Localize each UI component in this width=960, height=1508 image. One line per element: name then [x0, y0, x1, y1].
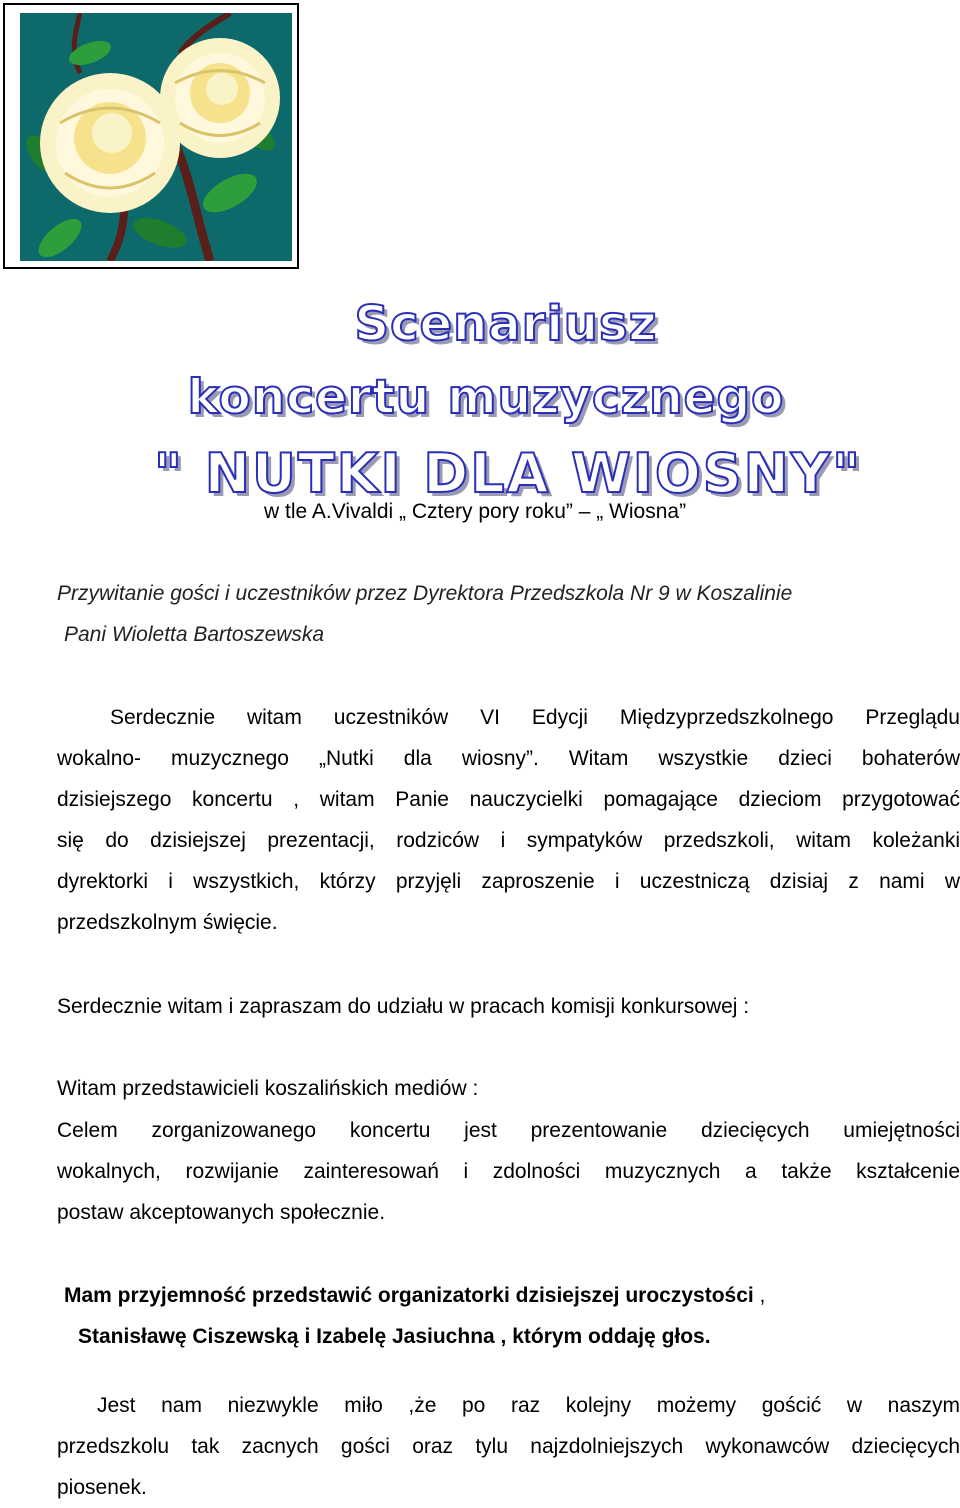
white-roses-illustration [20, 13, 292, 261]
welcome-paragraph [57, 697, 960, 943]
goal-line: Celem zorganizowanego koncertu jest prezentowanie dziecięcych umiejętności [57, 1119, 960, 1142]
roses-image-frame [3, 3, 299, 269]
title-line-3: " NUTKI DLA WIOSNY" [153, 442, 863, 505]
title-line-2: koncertu muzycznego [187, 370, 785, 425]
closing-line: Jest nam niezwykle miło ,że po raz kolejny możemy gościć w naszym [97, 1394, 960, 1417]
closing-line: piosenek. [57, 1476, 147, 1499]
welcome-line: dzisiejszego koncertu , witam Panie nauczycielki pomagające dzieciom przygotować [57, 788, 960, 811]
subtitle-music: w tle A.Vivaldi „ Cztery pory roku” – „ Wiosna” [264, 500, 687, 523]
greeting-line-2: Pani Wioletta Bartoszewska [64, 623, 325, 646]
welcome-line: przedszkolnym święcie. [57, 911, 278, 934]
closing-paragraph [57, 1385, 960, 1508]
welcome-line: dyrektorki i wszystkich, którzy przyjęli zaproszenie i uczestniczą dzisiaj z nami w [57, 870, 960, 893]
goal-paragraph [57, 1110, 960, 1233]
closing-line: przedszkolu tak zacnych gości oraz tylu najzdolniejszych wykonawców dziecięcych [57, 1435, 960, 1458]
jury-invitation: Serdecznie witam i zapraszam do udziału w pracach komisji konkursowej : [57, 995, 750, 1018]
organizers-comma: , [753, 1284, 766, 1307]
welcome-line: Serdecznie witam uczestników VI Edycji Międzyprzedszkolnego Przeglądu [110, 706, 960, 729]
welcome-line: się do dzisiejszej prezentacji, rodziców i sympatyków przedszkoli, witam koleżanki [57, 829, 960, 852]
organizers-intro: Mam przyjemność przedstawić organizatorki dzisiejszej uroczystości [64, 1284, 754, 1307]
media-greeting: Witam przedstawicieli koszalińskich mediów : [57, 1077, 479, 1100]
organizers-line-2: Stanisławę Ciszewską i Izabelę Jasiuchna , którym oddaję głos. [78, 1325, 711, 1348]
title-line-1: Scenariusz [354, 296, 658, 352]
goal-line: postaw akceptowanych społecznie. [57, 1201, 386, 1224]
goal-line: wokalnych, rozwijanie zainteresowań i zdolności muzycznych a także kształcenie [57, 1160, 960, 1183]
welcome-line: wokalno- muzycznego „Nutki dla wiosny”. Witam wszystkie dzieci bohaterów [57, 747, 960, 770]
greeting-line-1: Przywitanie gości i uczestników przez Dyrektora Przedszkola Nr 9 w Koszalinie [57, 582, 793, 605]
organizers-line-1 [64, 1284, 765, 1308]
